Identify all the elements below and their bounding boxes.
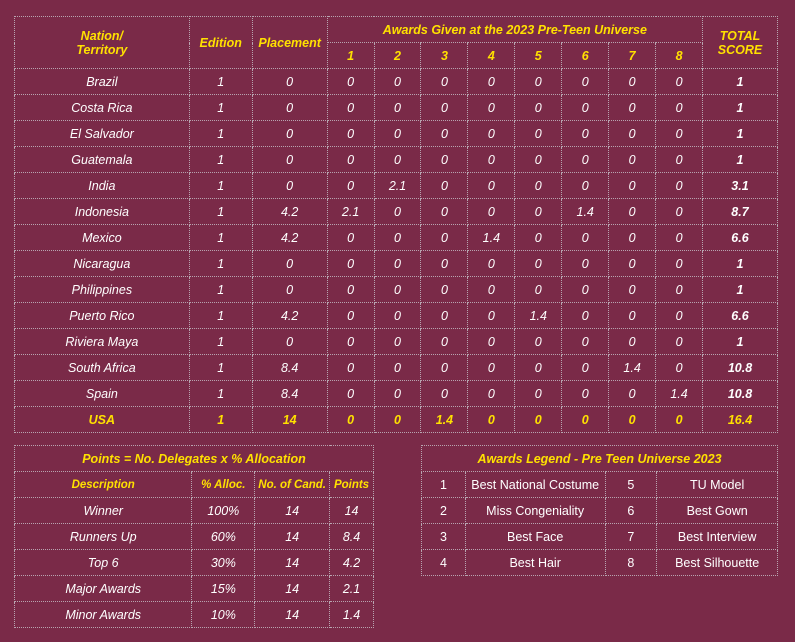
value-cell: 0	[327, 173, 374, 199]
value-cell: 0	[515, 329, 562, 355]
value-cell: 1	[189, 173, 252, 199]
value-cell: 1.4	[562, 199, 609, 225]
value-cell: 0	[327, 277, 374, 303]
table-row	[15, 550, 374, 576]
value-cell: 0	[515, 225, 562, 251]
value-cell: 0	[327, 147, 374, 173]
value-cell: 0	[374, 277, 421, 303]
points-cell: Minor Awards	[15, 602, 192, 628]
value-cell: 0	[374, 303, 421, 329]
value-cell: 0	[327, 225, 374, 251]
table-row	[15, 329, 778, 355]
nation-cell: El Salvador	[15, 121, 190, 147]
value-cell: 0	[252, 147, 327, 173]
table-row	[422, 472, 778, 498]
value-cell: 0	[327, 95, 374, 121]
value-cell: 0	[515, 69, 562, 95]
points-cell: 14	[255, 550, 330, 576]
value-cell: 0	[656, 69, 703, 95]
value-cell: 0	[609, 381, 656, 407]
value-cell: 0	[374, 199, 421, 225]
nation-cell: Puerto Rico	[15, 303, 190, 329]
value-cell: 1	[189, 121, 252, 147]
table-row	[15, 277, 778, 303]
award-number-header: 5	[515, 43, 562, 69]
value-cell: 4.2	[252, 303, 327, 329]
total-cell: 8.7	[703, 199, 778, 225]
value-cell: 0	[656, 225, 703, 251]
value-cell: 1.4	[656, 381, 703, 407]
award-number-header: 7	[609, 43, 656, 69]
value-cell: 0	[515, 407, 562, 433]
table-row	[15, 199, 778, 225]
points-cell: 1.4	[330, 602, 374, 628]
value-cell: 1	[189, 303, 252, 329]
value-cell: 0	[468, 381, 515, 407]
total-cell: 16.4	[703, 407, 778, 433]
value-cell: 0	[562, 303, 609, 329]
total-cell: 1	[703, 277, 778, 303]
points-column-header: Points	[330, 472, 374, 498]
value-cell: 0	[515, 355, 562, 381]
total-cell: 1	[703, 251, 778, 277]
points-cell: 2.1	[330, 576, 374, 602]
value-cell: 4.2	[252, 199, 327, 225]
value-cell: 0	[421, 225, 468, 251]
value-cell: 0	[421, 121, 468, 147]
total-cell: 1	[703, 147, 778, 173]
value-cell: 0	[421, 251, 468, 277]
value-cell: 0	[656, 121, 703, 147]
nation-cell: India	[15, 173, 190, 199]
award-number-header: 3	[421, 43, 468, 69]
value-cell: 0	[468, 355, 515, 381]
value-cell: 0	[374, 69, 421, 95]
value-cell: 1.4	[515, 303, 562, 329]
value-cell: 0	[656, 355, 703, 381]
value-cell: 0	[374, 121, 421, 147]
value-cell: 0	[421, 95, 468, 121]
table-row	[15, 147, 778, 173]
value-cell: 0	[562, 355, 609, 381]
value-cell: 0	[421, 199, 468, 225]
legend-award-cell: Best Face	[465, 524, 605, 550]
nation-cell: Spain	[15, 381, 190, 407]
value-cell: 0	[656, 199, 703, 225]
value-cell: 0	[515, 277, 562, 303]
points-cell: 15%	[192, 576, 255, 602]
value-cell: 0	[374, 147, 421, 173]
value-cell: 0	[327, 407, 374, 433]
value-cell: 0	[562, 95, 609, 121]
value-cell: 1	[189, 225, 252, 251]
points-cell: 14	[255, 498, 330, 524]
value-cell: 2.1	[374, 173, 421, 199]
value-cell: 0	[609, 173, 656, 199]
value-cell: 0	[252, 95, 327, 121]
points-cell: Top 6	[15, 550, 192, 576]
total-cell: 10.8	[703, 381, 778, 407]
points-cell: 10%	[192, 602, 255, 628]
value-cell: 1	[189, 381, 252, 407]
total-cell: 6.6	[703, 225, 778, 251]
table-row	[15, 69, 778, 95]
table-row	[15, 602, 374, 628]
value-cell: 0	[374, 329, 421, 355]
value-cell: 0	[609, 95, 656, 121]
value-cell: 8.4	[252, 381, 327, 407]
award-number-header: 1	[327, 43, 374, 69]
total-cell: 3.1	[703, 173, 778, 199]
total-cell: 1	[703, 69, 778, 95]
points-cell: Major Awards	[15, 576, 192, 602]
table-row	[15, 173, 778, 199]
value-cell: 0	[327, 329, 374, 355]
value-cell: 0	[656, 95, 703, 121]
value-cell: 0	[515, 251, 562, 277]
total-cell: 1	[703, 329, 778, 355]
value-cell: 0	[421, 173, 468, 199]
total-cell: 1	[703, 95, 778, 121]
legend-number-cell: 3	[422, 524, 466, 550]
value-cell: 0	[374, 407, 421, 433]
total-cell: 10.8	[703, 355, 778, 381]
points-cell: 8.4	[330, 524, 374, 550]
value-cell: 1.4	[468, 225, 515, 251]
value-cell: 0	[374, 381, 421, 407]
value-cell: 0	[515, 147, 562, 173]
value-cell: 0	[656, 407, 703, 433]
legend-number-cell: 5	[605, 472, 657, 498]
nation-cell: Costa Rica	[15, 95, 190, 121]
value-cell: 0	[656, 147, 703, 173]
legend-number-cell: 7	[605, 524, 657, 550]
value-cell: 0	[609, 69, 656, 95]
legend-award-cell: Best Gown	[657, 498, 778, 524]
table-row	[15, 121, 778, 147]
value-cell: 0	[252, 69, 327, 95]
value-cell: 0	[327, 121, 374, 147]
value-cell: 0	[562, 329, 609, 355]
value-cell: 0	[421, 303, 468, 329]
value-cell: 0	[468, 147, 515, 173]
value-cell: 0	[468, 251, 515, 277]
value-cell: 0	[562, 407, 609, 433]
value-cell: 0	[421, 355, 468, 381]
total-header: TOTAL SCORE	[703, 17, 778, 69]
value-cell: 0	[374, 355, 421, 381]
value-cell: 0	[609, 251, 656, 277]
value-cell: 0	[515, 199, 562, 225]
value-cell: 1	[189, 329, 252, 355]
value-cell: 0	[562, 225, 609, 251]
points-column-header: No. of Cand.	[255, 472, 330, 498]
award-number-header: 4	[468, 43, 515, 69]
nation-cell: USA	[15, 407, 190, 433]
table-row	[422, 524, 778, 550]
value-cell: 2.1	[327, 199, 374, 225]
value-cell: 0	[252, 121, 327, 147]
edition-header: Edition	[189, 17, 252, 69]
points-cell: 14	[255, 524, 330, 550]
award-number-header: 6	[562, 43, 609, 69]
nation-cell: Nicaragua	[15, 251, 190, 277]
legend-number-cell: 1	[422, 472, 466, 498]
points-cell: 100%	[192, 498, 255, 524]
nation-cell: South Africa	[15, 355, 190, 381]
value-cell: 0	[656, 277, 703, 303]
table-row	[15, 407, 778, 433]
value-cell: 0	[252, 173, 327, 199]
table-row	[15, 381, 778, 407]
legend-award-cell: TU Model	[657, 472, 778, 498]
points-cell: 14	[330, 498, 374, 524]
value-cell: 0	[656, 303, 703, 329]
value-cell: 0	[468, 121, 515, 147]
value-cell: 1.4	[421, 407, 468, 433]
value-cell: 1	[189, 147, 252, 173]
nation-cell: Indonesia	[15, 199, 190, 225]
value-cell: 1	[189, 199, 252, 225]
value-cell: 0	[562, 173, 609, 199]
nation-cell: Brazil	[15, 69, 190, 95]
value-cell: 0	[327, 381, 374, 407]
value-cell: 0	[468, 303, 515, 329]
value-cell: 0	[609, 303, 656, 329]
value-cell: 0	[609, 225, 656, 251]
value-cell: 0	[609, 199, 656, 225]
nation-header: Nation/ Territory	[15, 17, 190, 69]
value-cell: 0	[609, 147, 656, 173]
legend-award-cell: Best Hair	[465, 550, 605, 576]
table-row	[15, 498, 374, 524]
table-row	[15, 95, 778, 121]
legend-award-cell: Best Interview	[657, 524, 778, 550]
points-cell: Winner	[15, 498, 192, 524]
results-table	[14, 16, 778, 433]
value-cell: 0	[562, 121, 609, 147]
placement-header: Placement	[252, 17, 327, 69]
value-cell: 0	[252, 277, 327, 303]
value-cell: 1	[189, 251, 252, 277]
value-cell: 0	[562, 251, 609, 277]
value-cell: 0	[327, 355, 374, 381]
points-cell: 14	[255, 576, 330, 602]
legend-number-cell: 6	[605, 498, 657, 524]
value-cell: 0	[468, 277, 515, 303]
value-cell: 0	[252, 329, 327, 355]
table-row	[422, 550, 778, 576]
value-cell: 0	[562, 381, 609, 407]
legend-number-cell: 4	[422, 550, 466, 576]
award-number-header: 2	[374, 43, 421, 69]
nation-cell: Mexico	[15, 225, 190, 251]
value-cell: 0	[327, 251, 374, 277]
value-cell: 0	[421, 277, 468, 303]
value-cell: 8.4	[252, 355, 327, 381]
table-row	[15, 225, 778, 251]
value-cell: 0	[327, 303, 374, 329]
legend-title: Awards Legend - Pre Teen Universe 2023	[422, 446, 778, 472]
value-cell: 0	[468, 69, 515, 95]
legend-award-cell: Best National Costume	[465, 472, 605, 498]
total-cell: 1	[703, 121, 778, 147]
value-cell: 0	[421, 147, 468, 173]
legend-award-cell: Best Silhouette	[657, 550, 778, 576]
value-cell: 0	[421, 381, 468, 407]
value-cell: 0	[609, 121, 656, 147]
award-number-header: 8	[656, 43, 703, 69]
value-cell: 0	[374, 225, 421, 251]
table-row	[422, 498, 778, 524]
value-cell: 0	[468, 407, 515, 433]
points-column-header: Description	[15, 472, 192, 498]
table-row	[15, 576, 374, 602]
value-cell: 0	[515, 121, 562, 147]
nation-cell: Guatemala	[15, 147, 190, 173]
value-cell: 0	[374, 251, 421, 277]
value-cell: 0	[468, 199, 515, 225]
value-cell: 1	[189, 69, 252, 95]
value-cell: 0	[609, 329, 656, 355]
value-cell: 0	[421, 329, 468, 355]
legend-number-cell: 2	[422, 498, 466, 524]
value-cell: 0	[327, 69, 374, 95]
value-cell: 0	[468, 95, 515, 121]
points-title: Points = No. Delegates x % Allocation	[15, 446, 374, 472]
table-row	[15, 303, 778, 329]
value-cell: 4.2	[252, 225, 327, 251]
value-cell: 0	[562, 69, 609, 95]
nation-cell: Riviera Maya	[15, 329, 190, 355]
value-cell: 14	[252, 407, 327, 433]
value-cell: 0	[468, 173, 515, 199]
value-cell: 0	[468, 329, 515, 355]
table-row	[15, 251, 778, 277]
value-cell: 0	[656, 329, 703, 355]
points-cell: 60%	[192, 524, 255, 550]
value-cell: 0	[421, 69, 468, 95]
legend-number-cell: 8	[605, 550, 657, 576]
value-cell: 0	[515, 381, 562, 407]
value-cell: 0	[656, 251, 703, 277]
value-cell: 0	[656, 173, 703, 199]
value-cell: 1	[189, 95, 252, 121]
total-cell: 6.6	[703, 303, 778, 329]
value-cell: 0	[515, 95, 562, 121]
value-cell: 0	[515, 173, 562, 199]
value-cell: 0	[562, 277, 609, 303]
value-cell: 0	[609, 407, 656, 433]
table-row	[15, 524, 374, 550]
table-row	[15, 355, 778, 381]
value-cell: 1	[189, 407, 252, 433]
legend-award-cell: Miss Congeniality	[465, 498, 605, 524]
points-cell: 4.2	[330, 550, 374, 576]
points-column-header: % Alloc.	[192, 472, 255, 498]
value-cell: 0	[562, 147, 609, 173]
value-cell: 0	[374, 95, 421, 121]
value-cell: 0	[609, 277, 656, 303]
value-cell: 1	[189, 277, 252, 303]
awards-header: Awards Given at the 2023 Pre-Teen Universe	[327, 17, 702, 43]
nation-cell: Philippines	[15, 277, 190, 303]
value-cell: 1	[189, 355, 252, 381]
points-cell: 30%	[192, 550, 255, 576]
points-cell: Runners Up	[15, 524, 192, 550]
value-cell: 1.4	[609, 355, 656, 381]
value-cell: 0	[252, 251, 327, 277]
points-table	[14, 445, 374, 628]
legend-table	[421, 445, 778, 576]
points-cell: 14	[255, 602, 330, 628]
